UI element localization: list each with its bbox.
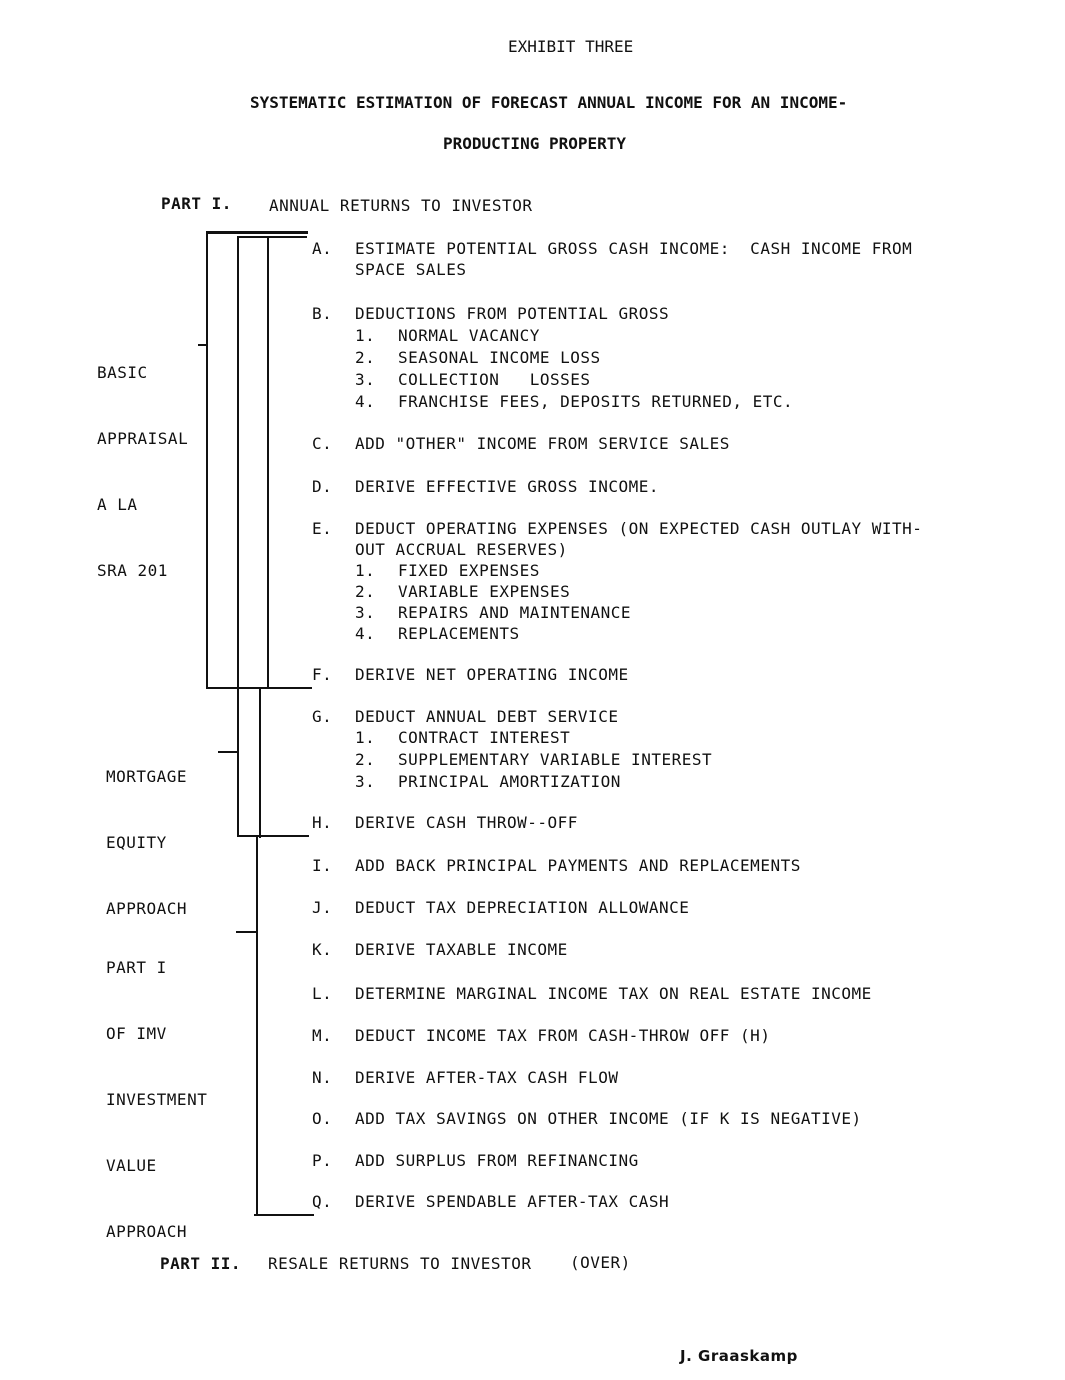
item-o-text: ADD TAX SAVINGS ON OTHER INCOME (IF K IS NEGATIVE) <box>355 1109 862 1128</box>
item-l-text: DETERMINE MARGINAL INCOME TAX ON REAL ESTATE INCOME <box>355 984 872 1003</box>
item-b-sub-2: SEASONAL INCOME LOSS <box>398 348 601 367</box>
item-b-sub-4: FRANCHISE FEES, DEPOSITS RETURNED, ETC. <box>398 392 794 411</box>
item-e-sub-3-num: 3. <box>355 603 376 622</box>
item-d-text: DERIVE EFFECTIVE GROSS INCOME. <box>355 477 659 496</box>
item-d-letter: D. <box>312 477 333 496</box>
item-p-text: ADD SURPLUS FROM REFINANCING <box>355 1151 639 1170</box>
item-k-letter: K. <box>312 940 333 959</box>
item-e-sub-2-num: 2. <box>355 582 376 601</box>
document-title-line-1: SYSTEMATIC ESTIMATION OF FORECAST ANNUAL INCOME FOR AN INCOME- <box>250 93 848 112</box>
item-e-sub-4-num: 4. <box>355 624 376 643</box>
part-2-label: PART II. <box>160 1254 242 1273</box>
item-g-sub-3: PRINCIPAL AMORTIZATION <box>398 772 621 791</box>
item-e-text-2: OUT ACCRUAL RESERVES) <box>355 540 568 559</box>
item-n-letter: N. <box>312 1068 333 1087</box>
item-j-text: DEDUCT TAX DEPRECIATION ALLOWANCE <box>355 898 690 917</box>
item-e-text: DEDUCT OPERATING EXPENSES (ON EXPECTED CASH OUTLAY WITH- <box>355 519 923 538</box>
basic-appraisal-label: BASIC APPRAISAL A LA SRA 201 <box>97 363 189 580</box>
item-q-text: DERIVE SPENDABLE AFTER-TAX CASH <box>355 1192 670 1211</box>
item-f-text: DERIVE NET OPERATING INCOME <box>355 665 629 684</box>
item-g-sub-3-num: 3. <box>355 772 376 791</box>
item-e-sub-3: REPAIRS AND MAINTENANCE <box>398 603 632 622</box>
item-o-letter: O. <box>312 1109 333 1128</box>
item-b-text: DEDUCTIONS FROM POTENTIAL GROSS <box>355 304 670 323</box>
item-c-letter: C. <box>312 434 333 453</box>
item-b-letter: B. <box>312 304 333 323</box>
item-g-text: DEDUCT ANNUAL DEBT SERVICE <box>355 707 619 726</box>
item-j-letter: J. <box>312 898 333 917</box>
item-b-sub-3-num: 3. <box>355 370 376 389</box>
item-e-sub-1: FIXED EXPENSES <box>398 561 540 580</box>
item-i-text: ADD BACK PRINCIPAL PAYMENTS AND REPLACEMENTS <box>355 856 801 875</box>
item-q-letter: Q. <box>312 1192 333 1211</box>
item-i-letter: I. <box>312 856 333 875</box>
item-g-sub-1: CONTRACT INTEREST <box>398 728 571 747</box>
item-e-sub-1-num: 1. <box>355 561 376 580</box>
document-title-line-2: PRODUCTING PROPERTY <box>443 134 627 153</box>
item-m-text: DEDUCT INCOME TAX FROM CASH-THROW OFF (H) <box>355 1026 771 1045</box>
author-signature: J. Graaskamp <box>680 1347 798 1365</box>
item-h-text: DERIVE CASH THROW--OFF <box>355 813 578 832</box>
item-g-sub-2: SUPPLEMENTARY VARIABLE INTEREST <box>398 750 713 769</box>
item-c-text: ADD "OTHER" INCOME FROM SERVICE SALES <box>355 434 730 453</box>
item-h-letter: H. <box>312 813 333 832</box>
part-2-title: RESALE RETURNS TO INVESTOR <box>268 1254 532 1273</box>
imv-approach-label: PART I OF IMV INVESTMENT VALUE APPROACH <box>106 958 208 1241</box>
item-b-sub-1: NORMAL VACANCY <box>398 326 540 345</box>
item-a-text-2: SPACE SALES <box>355 260 467 279</box>
item-g-sub-2-num: 2. <box>355 750 376 769</box>
item-g-letter: G. <box>312 707 333 726</box>
item-b-sub-3: COLLECTION LOSSES <box>398 370 591 389</box>
item-e-sub-4: REPLACEMENTS <box>398 624 520 643</box>
item-p-letter: P. <box>312 1151 333 1170</box>
item-f-letter: F. <box>312 665 333 684</box>
part-1-label: PART I. <box>161 194 232 213</box>
exhibit-label: EXHIBIT THREE <box>508 37 634 56</box>
item-l-letter: L. <box>312 984 333 1003</box>
item-k-text: DERIVE TAXABLE INCOME <box>355 940 568 959</box>
item-g-sub-1-num: 1. <box>355 728 376 747</box>
item-b-sub-1-num: 1. <box>355 326 376 345</box>
item-n-text: DERIVE AFTER-TAX CASH FLOW <box>355 1068 619 1087</box>
mortgage-equity-label: MORTGAGE EQUITY APPROACH <box>106 767 188 918</box>
item-a-letter: A. <box>312 239 333 258</box>
item-a-text: ESTIMATE POTENTIAL GROSS CASH INCOME: CASH INCOME FROM <box>355 239 913 258</box>
item-e-letter: E. <box>312 519 333 538</box>
item-m-letter: M. <box>312 1026 333 1045</box>
item-b-sub-2-num: 2. <box>355 348 376 367</box>
part-2-note: (OVER) <box>570 1253 631 1272</box>
item-e-sub-2: VARIABLE EXPENSES <box>398 582 571 601</box>
item-b-sub-4-num: 4. <box>355 392 376 411</box>
part-1-title: ANNUAL RETURNS TO INVESTOR <box>269 196 533 215</box>
